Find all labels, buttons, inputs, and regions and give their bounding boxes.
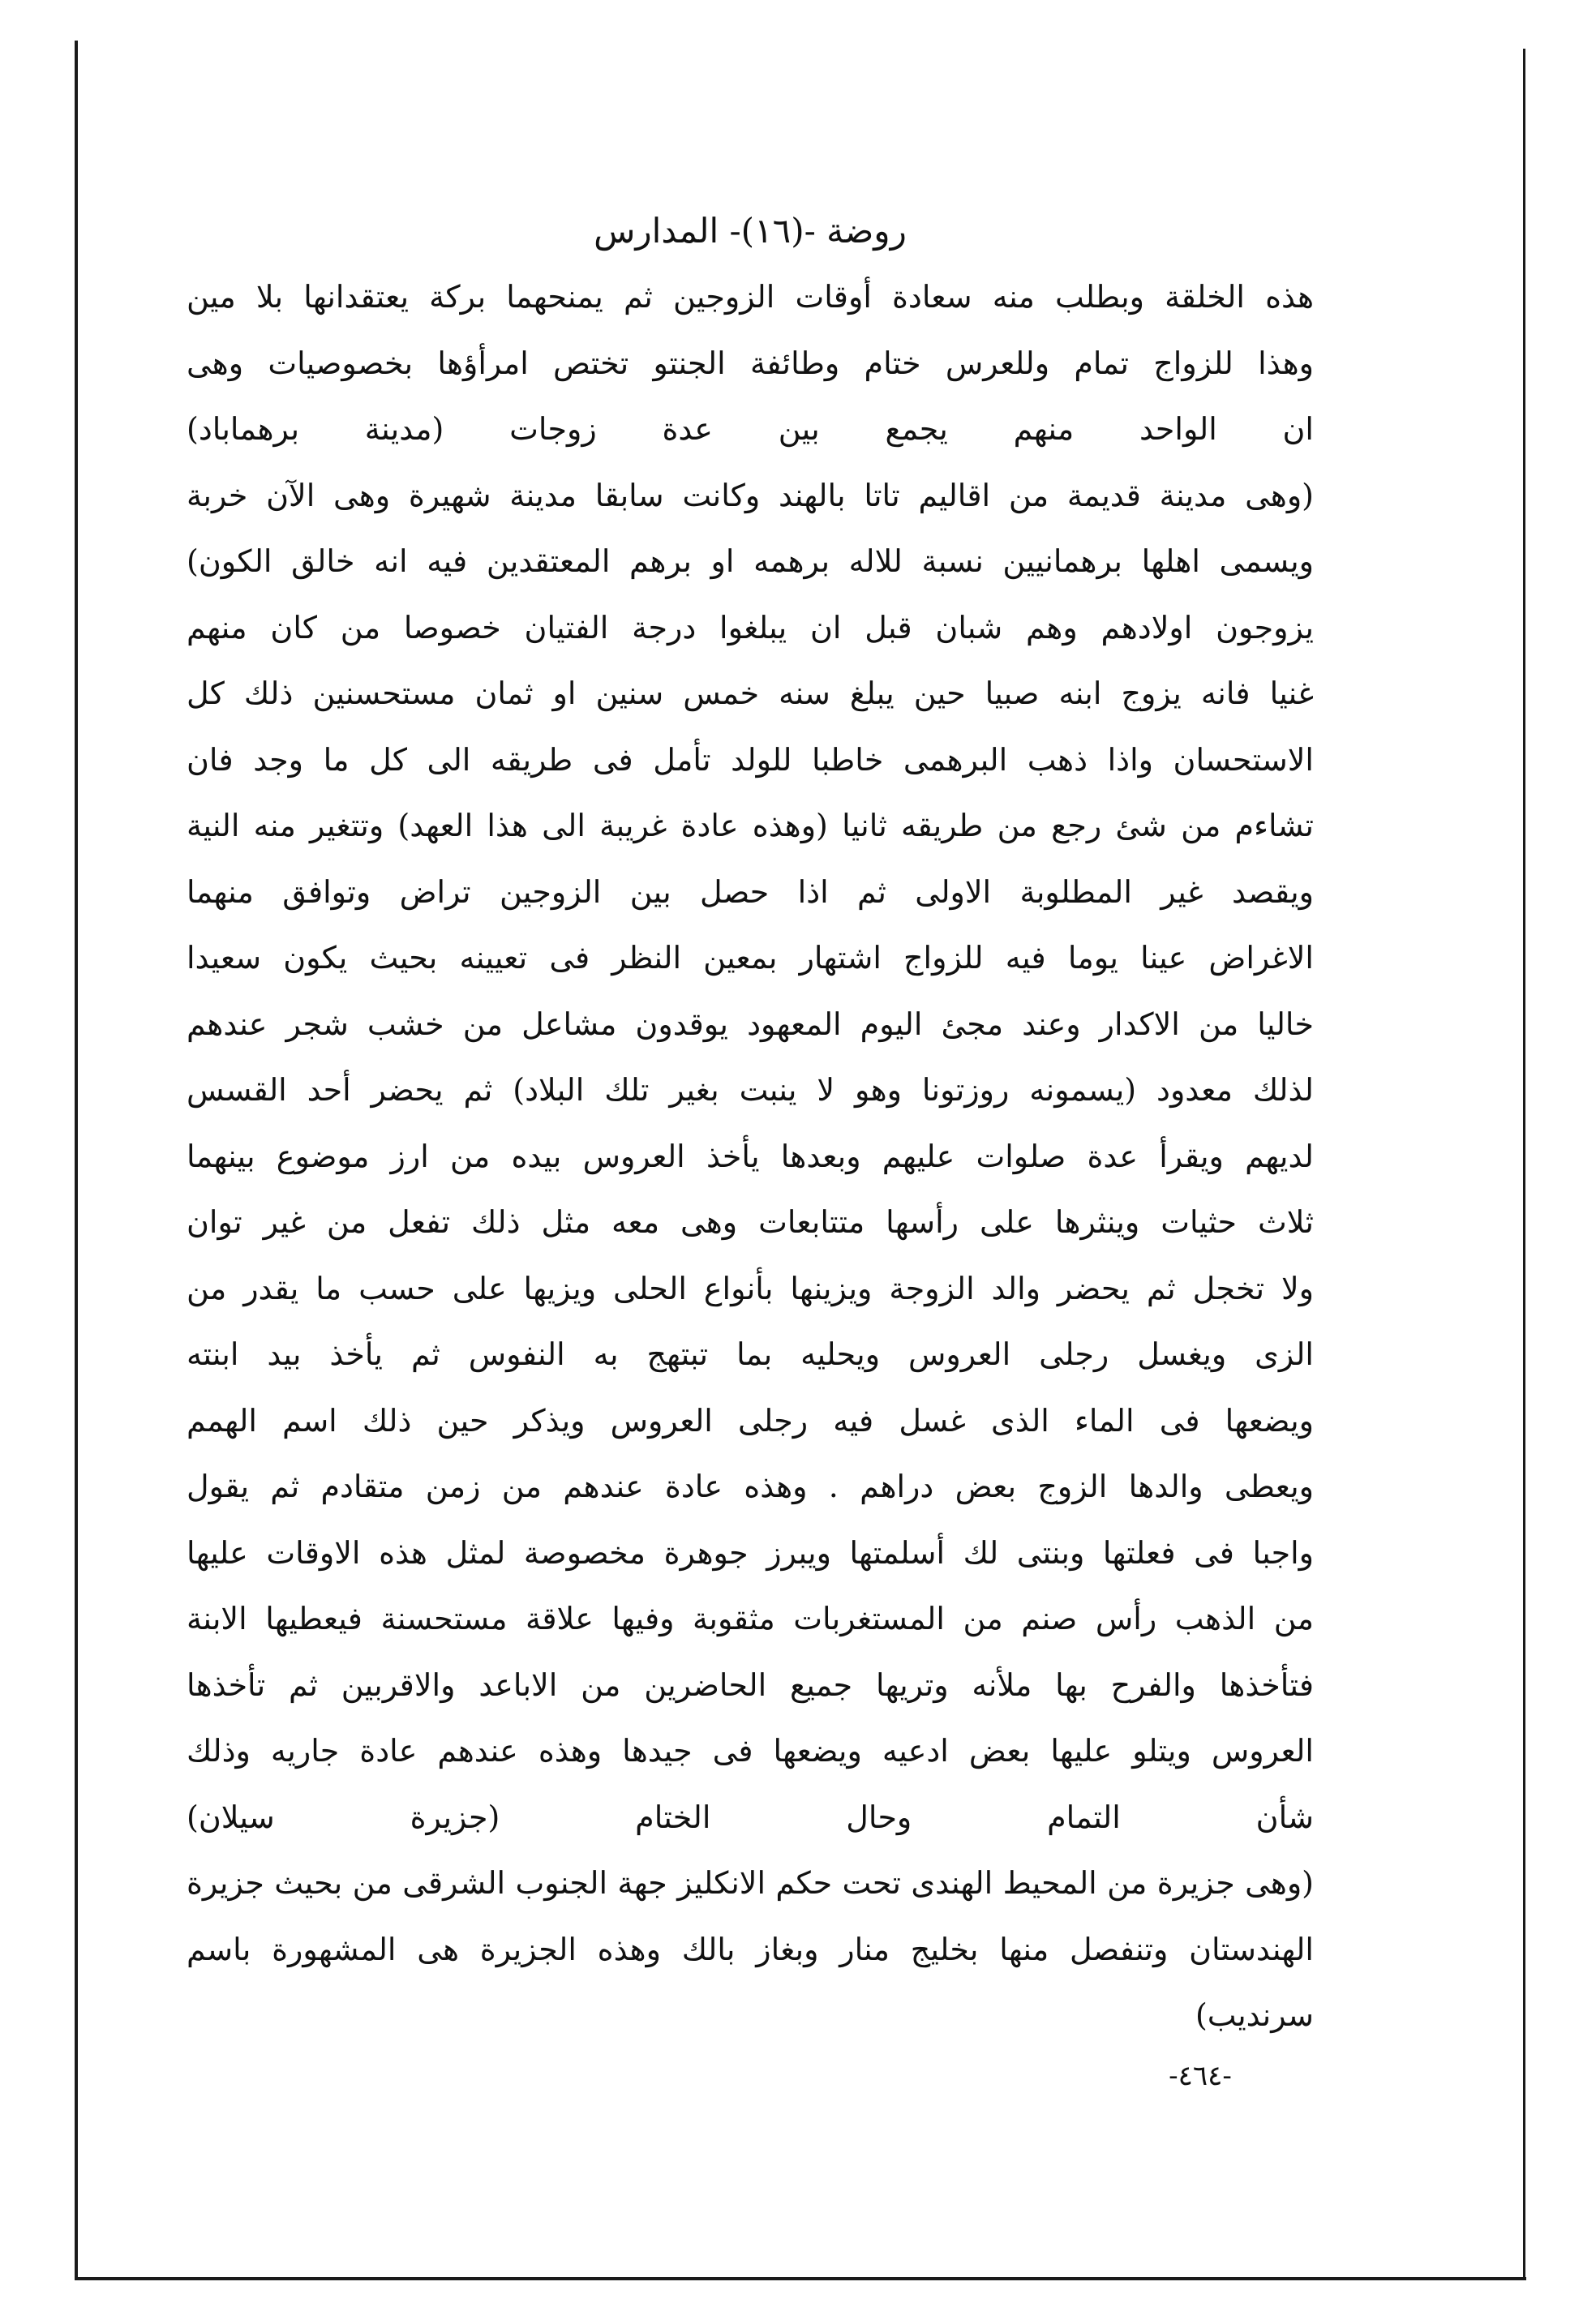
text-line: خاليا من الاكدار وعند مجئ اليوم المعهود يوقدون مشاعل من خشب شجر عندهم [187, 1006, 1314, 1042]
text-line: الزى ويغسل رجلى العروس ويحليه بما تبتهج به النفوس ثم يأخذ بيد ابنته [187, 1336, 1314, 1372]
text-body [187, 264, 1314, 2049]
text-line: فتأخذها والفرح بها ملأنه وتريها جميع الحاضرين من الاباعد والاقربين ثم تأخذها [187, 1666, 1314, 1703]
page-body [187, 203, 1314, 2049]
text-line: يزوجون اولادهم وهم شبان قبل ان يبلغوا درجة الفتيان خصوصا من كان منهم [187, 609, 1314, 645]
text-line: تشاءم من شئ رجع من طريقه ثانيا (وهذه عادة غريبة الى هذا العهد) وتتغير منه النية [187, 808, 1314, 843]
text-line: وهذا للزواج تمام وللعرس ختام وطائفة الجنتو تختص امرأؤها بخصوصيات وهى [187, 345, 1314, 381]
text-line: الهندستان وتنفصل منها بخليج منار وبغاز بالك وهذه الجزيرة هى المشهورة باسم [187, 1931, 1314, 1967]
text-line: ويسمى اهلها برهمانيين نسبة للاله برهمه او برهم المعتقدين فيه انه خالق الكون) [187, 543, 1314, 579]
text-line: ويضعها فى الماء الذى غسل فيه رجلى العروس ويذكر حين ذلك اسم الهمم [187, 1402, 1314, 1439]
page-border-right [1523, 49, 1525, 2280]
text-line: سرنديب) [1195, 1997, 1314, 2033]
text-line: ولا تخجل ثم يحضر والد الزوجة ويزينها بأنواع الحلى ويزيها على حسب ما يقدر من [187, 1270, 1314, 1306]
running-header: روضة -(١٦)- المدارس [594, 211, 907, 251]
text-line: الاستحسان واذا ذهب البرهمى خاطبا للولد تأمل فى طريقه الى كل ما وجد فان [187, 741, 1314, 778]
text-line: لذلك معدود (يسمونه روزتونا وهو لا ينبت بغير تلك البلاد) ثم يحضر أحد القسس [187, 1072, 1314, 1108]
text-line: (وهى مدينة قديمة من اقاليم تاتا بالهند وكانت سابقا مدينة شهيرة وهى الآن خربة [187, 477, 1314, 513]
page-number: -٤٦٤- [1169, 2060, 1232, 2092]
page-border-left [75, 41, 78, 2279]
text-line: العروس ويتلو عليها بعض ادعيه ويضعها فى جيدها وهذه عندهم عادة جاريه وذلك [187, 1733, 1314, 1769]
page-border-bottom [75, 2277, 1526, 2280]
text-line: ويعطى والدها الزوج بعض دراهم . وهذه عادة عندهم من زمن متقادم ثم يقول [187, 1469, 1314, 1504]
text-line: شأن التمام وحال الختام (جزيرة سيلان) [187, 1799, 1314, 1835]
text-line: غنيا فانه يزوج ابنه صبيا حين يبلغ سنه خمس سنين او ثمان مستحسنين ذلك كل [187, 676, 1314, 711]
text-line: (وهى جزيرة من المحيط الهندى تحت حكم الانكليز جهة الجنوب الشرقى من بحيث جزيرة [187, 1865, 1314, 1901]
text-line: الاغراض عينا يوما فيه للزواج اشتهار بمعين النظر فى تعيينه بحيث يكون سعيدا [187, 940, 1314, 976]
text-line: واجبا فى فعلتها وبنتى لك أسلمتها ويبرز جوهرة مخصوصة لمثل هذه الاوقات عليها [187, 1534, 1314, 1571]
text-line: ثلاث حثيات وينثرها على رأسها متتابعات وهى معه مثل ذلك تفعل من غير توان [187, 1204, 1314, 1240]
text-line: لديهم ويقرأ عدة صلوات عليهم وبعدها يأخذ العروس بيده من ارز موضوع بينهما [187, 1138, 1314, 1174]
text-line: ان الواحد منهم يجمع بين عدة زوجات (مدينة برهماباد) [187, 411, 1314, 447]
text-line: من الذهب رأس صنم من المستغربات مثقوبة وفيها علاقة مستحسنة فيعطيها الابنة [187, 1601, 1314, 1636]
text-line: ويقصد غير المطلوبة الاولى ثم اذا حصل بين الزوجين تراض وتوافق منهما [187, 873, 1314, 910]
text-line: هذه الخلقة وبطلب منه سعادة أوقات الزوجين ثم يمنحهما بركة يعتقدانها بلا مين [187, 279, 1314, 315]
